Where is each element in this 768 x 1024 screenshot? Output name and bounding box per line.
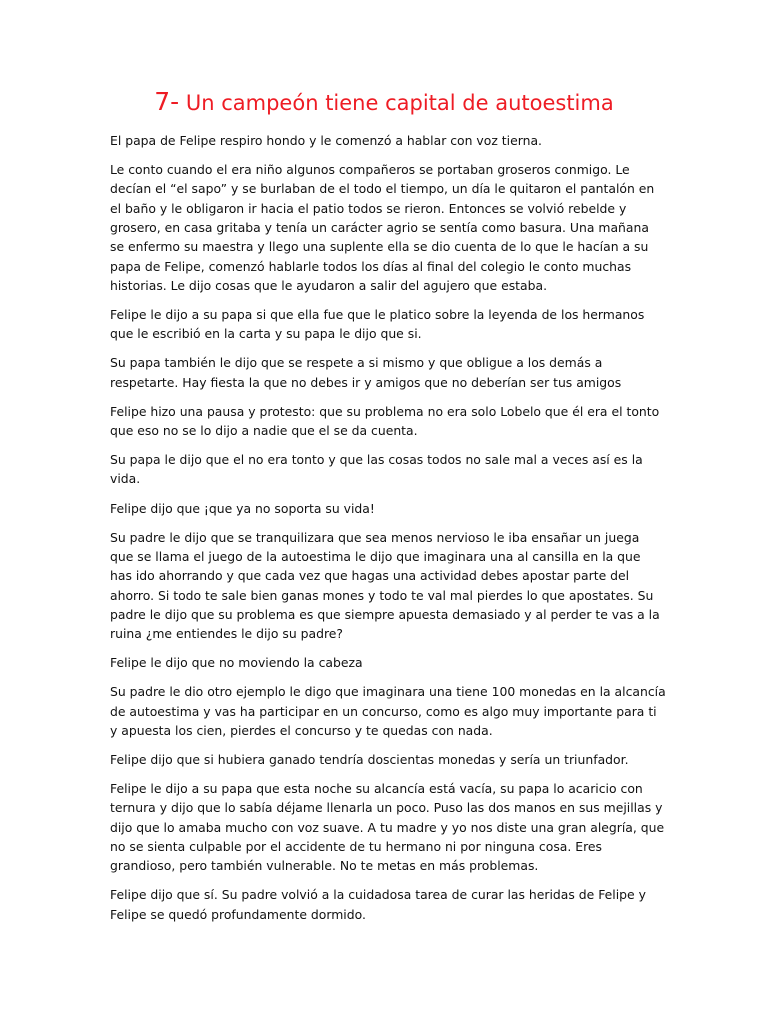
paragraph: Le conto cuando el era niño algunos compañeros se portaban groseros conmigo. Le decían el “el sapo” y se burlaban de el todo el tiempo, un día le quitaron el pantalón en el baño y le obligaron ir hacia el patio todos se rieron. Entonces se volvió rebelde y grosero, en casa gritaba y tenía un carácter agrio se sentía como basura. Una mañana se enfermo su maestra y llego una suplente ella se dio cuenta de lo que le hacían a su papa de Felipe, comenzó hablarle todos los días al final del colegio le conto muchas historias. Le dijo cosas que le ayudaron a salir del agujero que estaba. [110,162,655,293]
paragraph: Su papa le dijo que el no era tonto y que las cosas todos no sale mal a veces así es la vida. [110,452,643,487]
paragraph: Felipe le dijo que no moviendo la cabeza [110,655,363,671]
paragraph: Felipe dijo que ¡que ya no soporta su vida! [110,500,375,516]
paragraph: Felipe dijo que si hubiera ganado tendría doscientas monedas y sería un triunfador. [110,751,629,767]
paragraph: El papa de Felipe respiro hondo y le comenzó a hablar con voz tierna. [110,133,542,148]
paragraph: Felipe dijo que sí. Su padre volvió a la cuidadosa tarea de curar las heridas de Felipe y Felipe se quedó profundamente dormido. [110,887,646,922]
document-body [110,131,666,934]
paragraph: Felipe hizo una pausa y protesto: que su problema no era solo Lobelo que él era el tonto que eso no se lo dijo a nadie que el se da cuenta. [110,403,660,439]
paragraph: Su padre le dio otro ejemplo le digo que imaginara una tiene 100 monedas en la alcancía de autoestima y vas ha participar en un concurso, como es algo muy importante para ti y apuesta los cien, pierdes el concurso y te quedas con nada. [110,684,666,738]
title-number: 7- [154,87,180,116]
title-text: Un campeón tiene capital de autoestima [179,91,614,115]
page-title [0,86,768,119]
paragraph: Su papa también le dijo que se respete a si mismo y que obligue a los demás a respetarte. Hay fiesta la que no debes ir y amigos que no deberían ser tus amigos [110,355,622,390]
paragraph: Su padre le dijo que se tranquilizara que sea menos nervioso le iba ensañar un juega que se llama el juego de la autoestima le dijo que imaginara una al cansilla en la que has ido ahorrando y que cada vez que hagas una actividad debes apostar parte del ahorro. Si todo te sale bien ganas mones y todo te val mal pierdes lo que apostates. Su padre le dijo que su problema es que siempre apuesta demasiado y al perder te vas a la ruina ¿me entiendes le dijo su padre? [110,529,660,642]
paragraph: Felipe le dijo a su papa si que ella fue que le platico sobre la leyenda de los hermanos que le escribió en la carta y su papa le dijo que si. [110,306,645,342]
paragraph: Felipe le dijo a su papa que esta noche su alcancía está vacía, su papa lo acaricio con ternura y dijo que lo sabía déjame llenarla un poco. Puso las dos manos en sus mejillas y dijo que lo amaba mucho con voz suave. A tu madre y yo nos diste una gran alegría, que no se sienta culpable por el accidente de tu hermano ni por ninguna cosa. Eres grandioso, pero también vulnerable. No te metas en más problemas. [110,781,665,874]
